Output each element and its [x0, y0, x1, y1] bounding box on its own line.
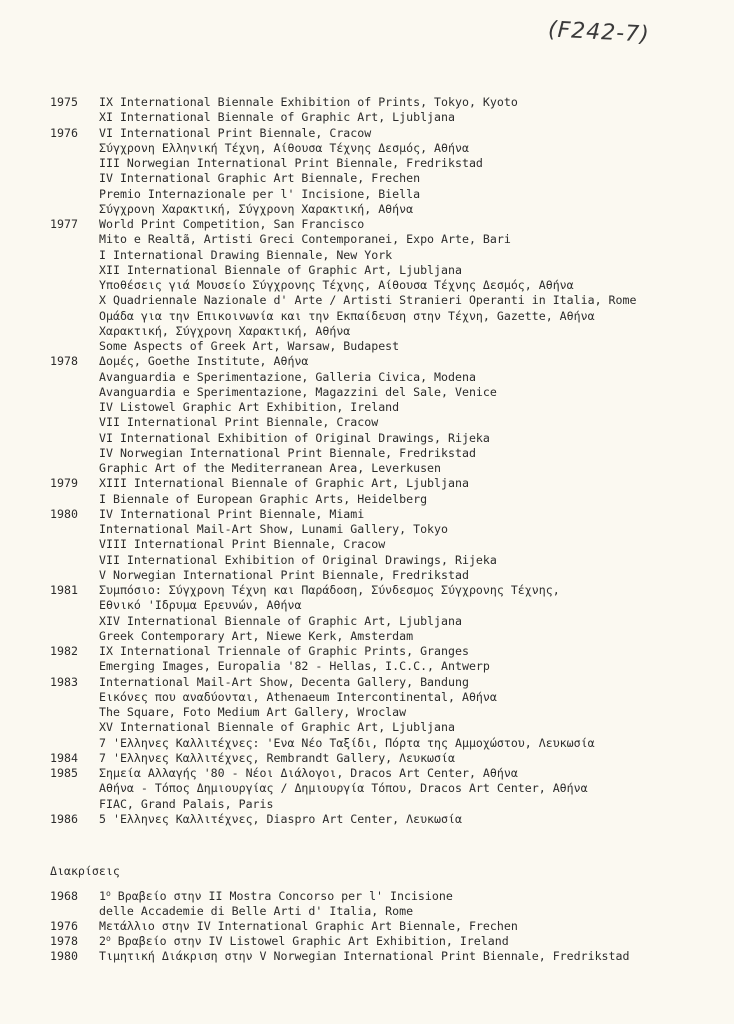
exhibition-line [50, 644, 730, 659]
exhibition-text: XI International Biennale of Graphic Art, Ljubljana [99, 110, 455, 125]
award-description: delle Accademie di Belle Arti d' Italia, Rome [99, 904, 414, 918]
exhibition-year [50, 797, 99, 812]
exhibition-year [50, 400, 99, 415]
exhibition-line [50, 141, 730, 156]
exhibition-line [50, 659, 730, 674]
handwritten-reference: (F242-7) [547, 17, 651, 48]
award-line [50, 919, 730, 934]
exhibition-year [50, 110, 99, 125]
exhibition-year [50, 705, 99, 720]
exhibition-line [50, 339, 730, 354]
exhibition-year: 1979 [50, 476, 78, 491]
award-text [99, 904, 730, 919]
exhibition-text: Χαρακτική, Σύγχρονη Χαρακτική, Αθήνα [99, 323, 351, 338]
exhibition-year [50, 187, 99, 202]
exhibition-line [50, 598, 730, 613]
exhibition-text: V Norwegian International Print Biennale, Fredrikstad [99, 567, 469, 582]
exhibition-line [50, 492, 730, 507]
exhibition-text: XII International Biennale of Graphic Art, Ljubljana [99, 262, 462, 277]
exhibition-year [50, 629, 99, 644]
award-text [99, 889, 730, 904]
exhibition-year [50, 461, 99, 476]
exhibition-line [50, 232, 730, 247]
award-ordinal: 2 [99, 934, 106, 948]
award-ordinal-suffix: ο [105, 934, 111, 943]
exhibition-text: Εικόνες που αναδύονται, Athenaeum Intercontinental, Αθήνα [99, 689, 497, 704]
exhibition-year [50, 690, 99, 705]
exhibition-text: Mito e Realtã, Artisti Greci Contemporanei, Expo Arte, Bari [99, 232, 511, 247]
exhibition-text: Εθνικό 'Ιδρυμα Ερευνών, Αθήνα [99, 598, 302, 613]
exhibition-text: Δομές, Goethe Institute, Αθήνα [99, 354, 309, 369]
exhibition-text: Υποθέσεις γιά Μουσείο Σύγχρονης Τέχνης, Αίθουσα Τέχνης Δεσμός, Αθήνα [99, 278, 574, 292]
exhibition-text: World Print Competition, San Francisco [99, 217, 365, 231]
exhibition-line [50, 507, 730, 522]
award-year: 1976 [50, 919, 78, 933]
exhibition-text: IV International Graphic Art Biennale, Frechen [99, 171, 421, 186]
exhibition-line [50, 400, 730, 415]
exhibition-line [50, 354, 730, 369]
exhibition-year: 1981 [50, 583, 78, 597]
exhibition-text: Σύγχρονη Χαρακτική, Σύγχρονη Χαρακτική, Αθήνα [99, 201, 414, 216]
exhibition-line [50, 537, 730, 552]
exhibition-text: XIV International Biennale of Graphic Art, Ljubljana [99, 613, 462, 628]
exhibition-year [50, 568, 99, 583]
exhibition-text: IX International Triennale of Graphic Prints, Granges [99, 644, 469, 658]
exhibition-text: Σύγχρονη Ελληνική Τέχνη, Αίθουσα Τέχνης Δεσμός, Αθήνα [99, 140, 469, 155]
exhibition-text: 7 'Ελληνες Καλλιτέχνες, Rembrandt Gallery, Λευκωσία [99, 750, 455, 765]
exhibition-text: I Biennale of European Graphic Arts, Heidelberg [99, 491, 428, 506]
exhibition-line [50, 431, 730, 446]
exhibition-year [50, 598, 99, 613]
exhibition-text: Αθήνα - Τόπος Δημιουργίας / Δημιουργία Τόπου, Dracos Art Center, Αθήνα [99, 781, 588, 796]
exhibition-line [50, 156, 730, 171]
exhibition-text: IV International Print Biennale, Miami [99, 506, 365, 521]
exhibition-year [50, 171, 99, 186]
exhibition-line [50, 583, 730, 598]
exhibition-line [50, 110, 730, 125]
exhibition-text: Συμπόσιο: Σύγχρονη Τέχνη και Παράδοση, Σύνδεσμος Σύγχρονης Τέχνης, [99, 583, 560, 597]
exhibition-text: Σημεία Αλλαγής '80 - Νέοι Διάλογοι, Dracos Art Center, Αθήνα [99, 766, 518, 780]
exhibition-text: Greek Contemporary Art, Niewe Kerk, Amsterdam [99, 628, 414, 643]
exhibition-line [50, 553, 730, 568]
exhibition-line [50, 95, 730, 110]
exhibition-year [50, 537, 99, 552]
exhibition-year [50, 614, 99, 629]
exhibition-text: 5 'Ελληνες Καλλιτέχνες, Diaspro Art Center, Λευκωσία [99, 811, 462, 826]
exhibition-line [50, 248, 730, 263]
exhibition-year [50, 278, 99, 293]
exhibition-line [50, 202, 730, 217]
exhibition-text: VIII International Print Biennale, Cracow [99, 537, 386, 552]
exhibition-line [50, 263, 730, 278]
exhibition-text: XIII International Biennale of Graphic Art, Ljubljana [99, 476, 469, 491]
exhibition-year: 1986 [50, 811, 78, 826]
exhibition-year [50, 202, 99, 217]
award-description: Μετάλλιο στην IV International Graphic Art Biennale, Frechen [99, 919, 518, 933]
exhibition-line [50, 568, 730, 583]
exhibition-line [50, 324, 730, 339]
award-ordinal-suffix: ο [105, 889, 111, 898]
exhibition-line [50, 217, 730, 232]
award-description: Βραβείο στην IV Listowel Graphic Art Exhibition, Ireland [110, 934, 509, 948]
exhibition-year [50, 736, 99, 751]
exhibition-text: International Mail-Art Show, Decenta Gallery, Bandung [99, 674, 469, 689]
exhibition-year [50, 156, 99, 171]
award-line [50, 904, 730, 919]
exhibition-text: Some Aspects of Greek Art, Warsaw, Budapest [99, 339, 400, 353]
exhibition-text: FIAC, Grand Palais, Paris [99, 796, 274, 811]
awards-heading: Διακρίσεις [50, 864, 120, 878]
exhibition-text: Ομάδα για την Επικοινωνία και την Εκπαίδευση στην Τέχνη, Gazette, Αθήνα [99, 308, 595, 323]
award-line [50, 934, 730, 949]
exhibition-year [50, 370, 99, 385]
exhibition-year: 1984 [50, 750, 78, 765]
exhibition-text: Graphic Art of the Mediterranean Area, Leverkusen [99, 461, 442, 475]
exhibition-text: International Mail-Art Show, Lunami Gallery, Tokyo [99, 522, 449, 536]
exhibition-year: 1978 [50, 354, 78, 369]
exhibition-text: Avanguardia e Sperimentazione, Galleria Civica, Modena [99, 369, 476, 384]
exhibition-line [50, 797, 730, 812]
exhibition-year: 1983 [50, 674, 78, 689]
exhibition-line [50, 461, 730, 476]
exhibition-text: Avanguardia e Sperimentazione, Magazzini del Sale, Venice [99, 384, 497, 399]
exhibition-line [50, 293, 730, 308]
exhibition-year: 1982 [50, 644, 78, 658]
award-year: 1968 [50, 889, 78, 903]
award-ordinal: 1 [99, 889, 106, 903]
exhibition-text: 7 'Ελληνες Καλλιτέχνες: 'Ενα Νέο Ταξίδι, Πόρτα της Αμμοχώστου, Λευκωσία [99, 735, 595, 750]
exhibition-line [50, 629, 730, 644]
exhibition-line [50, 705, 730, 720]
exhibition-text: I International Drawing Biennale, New York [99, 247, 393, 262]
exhibition-line [50, 171, 730, 186]
exhibition-text: IV Norwegian International Print Biennale, Fredrikstad [99, 445, 476, 460]
exhibition-line [50, 309, 730, 324]
exhibition-line [50, 751, 730, 766]
exhibition-year [50, 553, 99, 568]
exhibition-line [50, 126, 730, 141]
award-description: Τιμητική Διάκριση στην V Norwegian International Print Biennale, Fredrikstad [99, 949, 630, 963]
exhibitions-list [50, 95, 730, 827]
award-year: 1980 [50, 949, 78, 963]
exhibition-line [50, 446, 730, 461]
exhibition-text: X Quadriennale Nazionale d' Arte / Artisti Stranieri Operanti in Italia, Rome [99, 293, 637, 308]
exhibition-year [50, 293, 99, 308]
exhibition-year [50, 446, 99, 461]
exhibition-line [50, 476, 730, 491]
exhibition-year [50, 522, 99, 537]
exhibition-text: IX International Biennale Exhibition of Prints, Tokyo, Kyoto [99, 95, 518, 109]
exhibition-line [50, 370, 730, 385]
exhibition-line [50, 736, 730, 751]
exhibition-text: IV Listowel Graphic Art Exhibition, Ireland [99, 400, 400, 414]
exhibition-text: The Square, Foto Medium Art Gallery, Wroclaw [99, 705, 407, 719]
exhibition-year [50, 141, 99, 156]
exhibition-year [50, 309, 99, 324]
awards-list [50, 889, 730, 964]
exhibition-line [50, 781, 730, 796]
award-text [99, 949, 730, 964]
exhibition-year [50, 324, 99, 339]
exhibition-year [50, 659, 99, 674]
exhibition-year: 1976 [50, 125, 78, 140]
exhibition-line [50, 415, 730, 430]
exhibition-year [50, 720, 99, 735]
exhibition-line [50, 187, 730, 202]
exhibition-text: III Norwegian International Print Biennale, Fredrikstad [99, 156, 483, 170]
award-text [99, 919, 730, 934]
award-line [50, 949, 730, 964]
exhibition-year [50, 263, 99, 278]
exhibition-line [50, 720, 730, 735]
exhibition-line [50, 766, 730, 781]
exhibition-line [50, 690, 730, 705]
exhibition-text: Premio Internazionale per l' Incisione, Biella [99, 186, 421, 201]
exhibition-line [50, 614, 730, 629]
award-year: 1978 [50, 934, 78, 948]
exhibition-year: 1975 [50, 95, 78, 109]
award-year [50, 904, 99, 919]
exhibition-year [50, 431, 99, 446]
exhibition-year: 1977 [50, 217, 78, 231]
exhibition-year: 1980 [50, 506, 78, 521]
award-line [50, 889, 730, 904]
exhibition-line [50, 522, 730, 537]
exhibition-year [50, 492, 99, 507]
exhibition-text: Emerging Images, Europalia '82 - Hellas, I.C.C., Antwerp [99, 659, 490, 674]
exhibition-year [50, 248, 99, 263]
exhibition-year [50, 415, 99, 430]
exhibition-text: VII International Print Biennale, Cracow [99, 415, 379, 430]
exhibition-year [50, 232, 99, 247]
exhibition-text: VI International Exhibition of Original Drawings, Rijeka [99, 430, 490, 445]
exhibition-year [50, 781, 99, 796]
exhibition-line [50, 385, 730, 400]
exhibition-year [50, 339, 99, 354]
exhibition-year [50, 385, 99, 400]
exhibition-line [50, 675, 730, 690]
exhibition-year: 1985 [50, 766, 78, 780]
exhibition-text: VII International Exhibition of Original Drawings, Rijeka [99, 552, 497, 567]
award-description: Βραβείο στην II Mostra Concorso per l' Incisione [110, 889, 453, 903]
exhibition-line [50, 812, 730, 827]
exhibition-text: VI International Print Biennale, Cracow [99, 125, 372, 140]
award-text [99, 934, 730, 949]
exhibition-line [50, 278, 730, 293]
exhibition-text: XV International Biennale of Graphic Art, Ljubljana [99, 720, 455, 735]
